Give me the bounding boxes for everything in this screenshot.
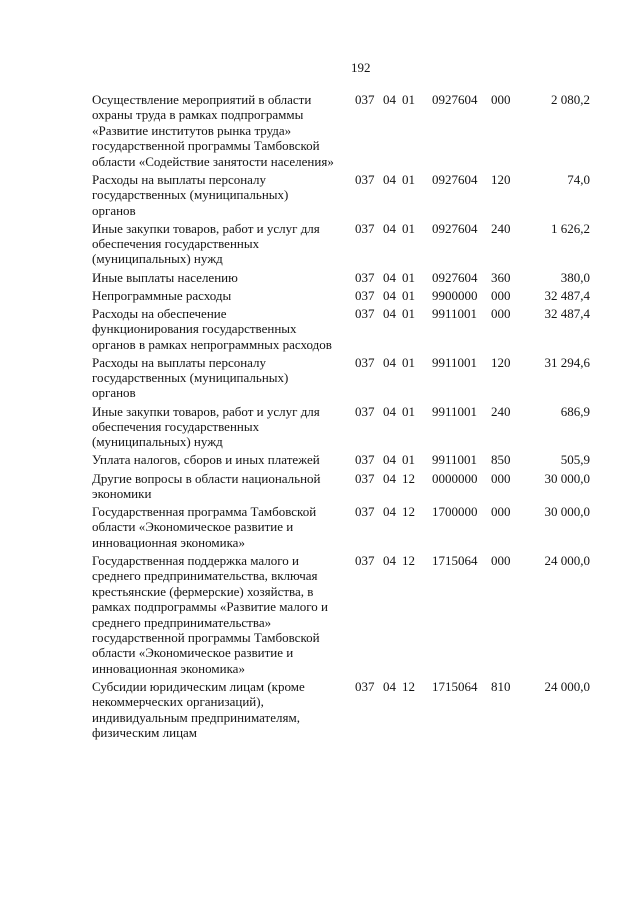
description-line: индивидуальным предпринимателям, (92, 709, 300, 725)
subsection-code: 01 (402, 452, 415, 468)
row-description (92, 92, 347, 169)
section-code: 04 (383, 287, 396, 303)
section-code: 04 (383, 92, 396, 107)
description-line: инновационная экономика» (92, 534, 245, 550)
subsection-code: 12 (402, 470, 415, 486)
description-line: Непрограммные расходы (92, 287, 232, 303)
ministry-code: 037 (355, 171, 375, 187)
expense-type-code: 810 (491, 678, 511, 694)
section-code: 04 (383, 305, 396, 321)
table-row (0, 404, 640, 453)
expense-type-code: 360 (491, 269, 511, 285)
subsection-code: 12 (402, 552, 415, 568)
description-line: крестьянские (фермерские) хозяйства, в (92, 583, 314, 599)
amount-value: 1 626,2 (551, 220, 590, 236)
row-description (92, 471, 347, 502)
subsection-code: 01 (402, 220, 415, 236)
ministry-code: 037 (355, 403, 375, 419)
ministry-code: 037 (355, 287, 375, 303)
subsection-code: 01 (402, 269, 415, 285)
table-row (0, 306, 640, 355)
row-description (92, 270, 347, 285)
description-line: Осуществление мероприятий в области (92, 92, 312, 107)
target-article-code: 0927604 (432, 92, 478, 107)
description-line: обеспечения государственных (92, 236, 260, 252)
subsection-code: 01 (402, 305, 415, 321)
amount-value: 32 487,4 (544, 305, 590, 321)
ministry-code: 037 (355, 452, 375, 468)
description-line: обеспечения государственных (92, 418, 260, 434)
expense-type-code: 850 (491, 452, 511, 468)
table-row (0, 452, 640, 470)
description-line: органов (92, 202, 136, 218)
subsection-code: 01 (402, 354, 415, 370)
description-line: Иные выплаты населению (92, 269, 238, 285)
table-row (0, 270, 640, 288)
section-code: 04 (383, 220, 396, 236)
expense-type-code: 000 (491, 504, 511, 520)
expense-type-code: 120 (491, 354, 511, 370)
description-line: рамках подпрограммы «Развитие малого и (92, 599, 328, 615)
description-line: охраны труда в рамках подпрограммы (92, 107, 304, 123)
description-line: «Развитие институтов рынка труда» (92, 122, 292, 138)
subsection-code: 12 (402, 504, 415, 520)
target-article-code: 0927604 (432, 269, 478, 285)
target-article-code: 0000000 (432, 470, 478, 486)
description-line: Другие вопросы в области национальной (92, 470, 321, 486)
row-description (92, 172, 347, 218)
expense-type-code: 000 (491, 287, 511, 303)
subsection-code: 01 (402, 403, 415, 419)
description-line: Иные закупки товаров, работ и услуг для (92, 403, 320, 419)
ministry-code: 037 (355, 354, 375, 370)
description-line: (муниципальных) нужд (92, 251, 223, 267)
ministry-code: 037 (355, 269, 375, 285)
description-line: инновационная экономика» (92, 660, 245, 676)
description-line: государственных (муниципальных) (92, 370, 289, 386)
description-line: области «Содействие занятости населения» (92, 153, 334, 169)
subsection-code: 01 (402, 92, 415, 107)
description-line: Субсидии юридическим лицам (кроме (92, 678, 305, 694)
amount-value: 2 080,2 (551, 92, 590, 107)
description-line: области «Экономическое развитие и (92, 645, 294, 661)
section-code: 04 (383, 678, 396, 694)
row-description (92, 679, 347, 741)
expense-type-code: 120 (491, 171, 511, 187)
target-article-code: 9911001 (432, 305, 478, 321)
description-line: среднего предпринимательства» (92, 614, 272, 630)
description-line: области «Экономическое развитие и (92, 519, 294, 535)
description-line: государственной программы Тамбовской (92, 629, 320, 645)
description-line: некоммерческих организаций), (92, 694, 264, 710)
target-article-code: 1715064 (432, 678, 478, 694)
section-code: 04 (383, 470, 396, 486)
section-code: 04 (383, 269, 396, 285)
target-article-code: 1715064 (432, 552, 478, 568)
amount-value: 30 000,0 (544, 504, 590, 520)
table-row (0, 504, 640, 553)
ministry-code: 037 (355, 92, 375, 107)
ministry-code: 037 (355, 470, 375, 486)
table-row (0, 288, 640, 306)
target-article-code: 9911001 (432, 403, 478, 419)
row-description (92, 306, 347, 352)
ministry-code: 037 (355, 220, 375, 236)
row-description (92, 288, 347, 303)
row-description (92, 404, 347, 450)
table-row (0, 679, 640, 743)
expense-type-code: 240 (491, 403, 511, 419)
description-line: функционирования государственных (92, 321, 297, 337)
section-code: 04 (383, 171, 396, 187)
expense-type-code: 240 (491, 220, 511, 236)
expense-type-code: 000 (491, 92, 511, 107)
budget-table (0, 92, 640, 743)
amount-value: 686,9 (560, 403, 590, 419)
table-row (0, 92, 640, 172)
amount-value: 31 294,6 (544, 354, 590, 370)
description-line: Расходы на выплаты персоналу (92, 171, 267, 187)
description-line: физическим лицам (92, 725, 198, 741)
amount-value: 32 487,4 (544, 287, 590, 303)
description-line: органов (92, 385, 136, 401)
target-article-code: 0927604 (432, 171, 478, 187)
ministry-code: 037 (355, 504, 375, 520)
description-line: Расходы на обеспечение (92, 305, 227, 321)
description-line: (муниципальных) нужд (92, 434, 223, 450)
amount-value: 24 000,0 (544, 678, 590, 694)
target-article-code: 9911001 (432, 354, 478, 370)
amount-value: 505,9 (560, 452, 590, 468)
target-article-code: 9911001 (432, 452, 478, 468)
target-article-code: 0927604 (432, 220, 478, 236)
description-line: Государственная программа Тамбовской (92, 504, 317, 520)
amount-value: 24 000,0 (544, 552, 590, 568)
section-code: 04 (383, 552, 396, 568)
section-code: 04 (383, 403, 396, 419)
description-line: Государственная поддержка малого и (92, 552, 299, 568)
table-row (0, 172, 640, 221)
ministry-code: 037 (355, 678, 375, 694)
subsection-code: 01 (402, 287, 415, 303)
expense-type-code: 000 (491, 552, 511, 568)
row-description (92, 504, 347, 550)
row-description (92, 553, 347, 676)
description-line: Уплата налогов, сборов и иных платежей (92, 452, 320, 468)
amount-value: 380,0 (560, 269, 590, 285)
expense-type-code: 000 (491, 470, 511, 486)
description-line: органов в рамках непрограммных расходов (92, 336, 332, 352)
description-line: Расходы на выплаты персоналу (92, 354, 267, 370)
description-line: государственных (муниципальных) (92, 187, 289, 203)
description-line: Иные закупки товаров, работ и услуг для (92, 220, 320, 236)
expense-type-code: 000 (491, 305, 511, 321)
section-code: 04 (383, 504, 396, 520)
subsection-code: 12 (402, 678, 415, 694)
section-code: 04 (383, 354, 396, 370)
table-row (0, 471, 640, 505)
table-row (0, 355, 640, 404)
target-article-code: 9900000 (432, 287, 478, 303)
ministry-code: 037 (355, 305, 375, 321)
table-row (0, 221, 640, 270)
row-description (92, 221, 347, 267)
row-description (92, 452, 347, 467)
subsection-code: 01 (402, 171, 415, 187)
page-number: 192 (351, 60, 371, 75)
description-line: государственной программы Тамбовской (92, 138, 320, 154)
description-line: среднего предпринимательства, включая (92, 568, 318, 584)
section-code: 04 (383, 452, 396, 468)
table-row (0, 553, 640, 679)
amount-value: 30 000,0 (544, 470, 590, 486)
target-article-code: 1700000 (432, 504, 478, 520)
description-line: экономики (92, 485, 152, 501)
row-description (92, 355, 347, 401)
amount-value: 74,0 (567, 171, 590, 187)
ministry-code: 037 (355, 552, 375, 568)
